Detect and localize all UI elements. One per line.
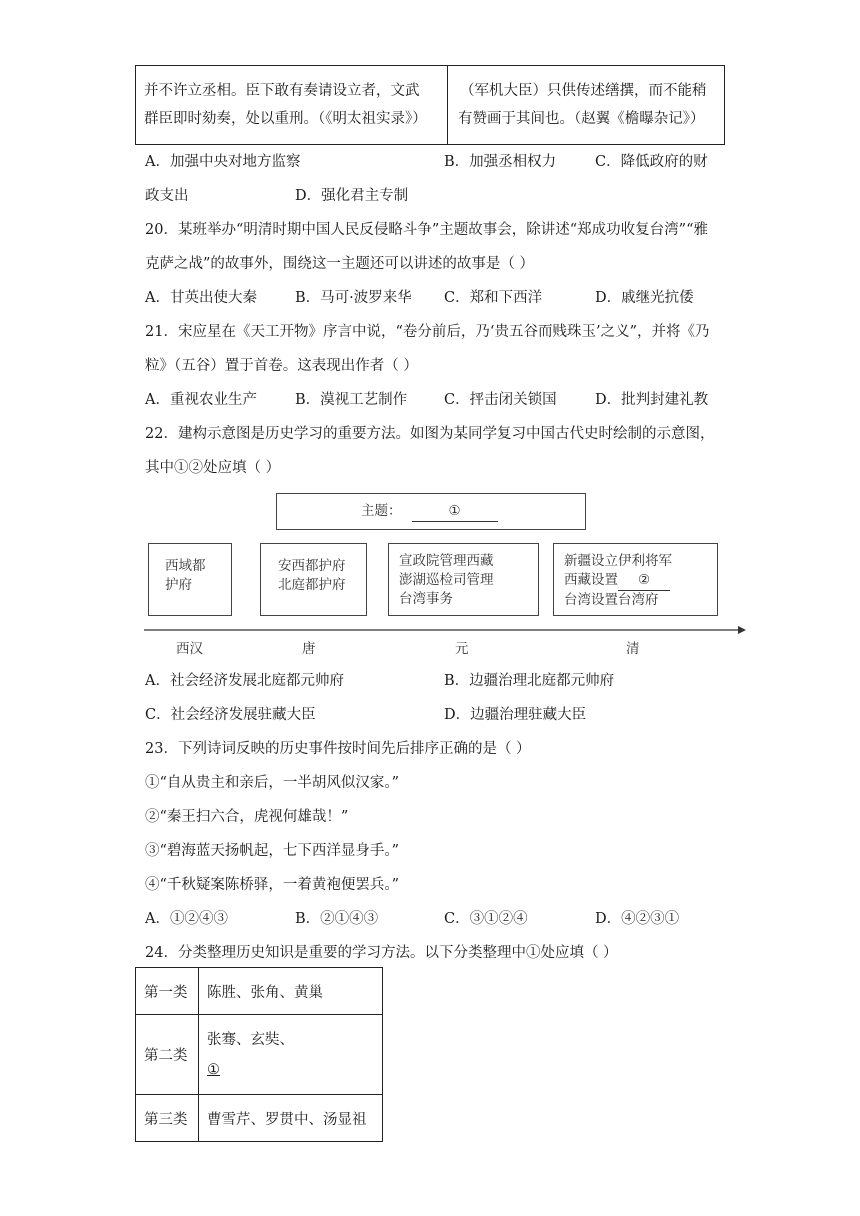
theme-blank: ① bbox=[412, 502, 498, 522]
box-text: 新疆设立伊利将军 bbox=[564, 553, 672, 569]
question-20-stem: 克萨之战”的故事外，围绕这一主题还可以讲述的故事是（ ） bbox=[145, 256, 535, 272]
box-text: 台湾事务 bbox=[399, 591, 453, 607]
table-row bbox=[136, 1015, 383, 1095]
era-label-yuan: 元 bbox=[455, 641, 469, 657]
box-text: 西藏设置 bbox=[564, 572, 618, 588]
era-label-xihan: 西汉 bbox=[176, 641, 203, 657]
option-b: B．边疆治理北庭都元帅府 bbox=[444, 673, 615, 689]
box-text: 安西都护府 bbox=[278, 558, 346, 574]
option-c-continued: 政支出 bbox=[145, 188, 189, 204]
row-label: 第三类 bbox=[136, 1095, 199, 1142]
timeline-box-yuan bbox=[388, 543, 539, 616]
quote-right bbox=[458, 77, 707, 133]
row-value bbox=[199, 1015, 383, 1095]
row-label: 第二类 bbox=[136, 1015, 199, 1095]
era-label-qing: 清 bbox=[626, 641, 640, 657]
option-a: A．甘英出使大秦 bbox=[145, 290, 257, 306]
box-text: 西域都 bbox=[165, 558, 206, 574]
poem-line: ①“自从贵主和亲后，一半胡风似汉家。” bbox=[145, 775, 400, 791]
timeline-box-xihan bbox=[148, 543, 232, 616]
option-d: D．边疆治理驻藏大臣 bbox=[444, 707, 587, 723]
option-c: C．郑和下西洋 bbox=[444, 290, 543, 306]
option-b: B．漠视工艺制作 bbox=[295, 392, 408, 408]
option-a: A．①②④③ bbox=[145, 911, 228, 927]
era-label-tang: 唐 bbox=[302, 641, 316, 657]
option-c: C．抨击闭关锁国 bbox=[444, 392, 557, 408]
row-value-text: 张骞、玄奘、 bbox=[207, 1031, 294, 1048]
quote-table bbox=[135, 65, 725, 145]
timeline-arrow bbox=[140, 623, 750, 637]
option-c: C．降低政府的财 bbox=[595, 154, 708, 170]
option-c: C．③①②④ bbox=[444, 911, 528, 927]
theme-label: 主题： bbox=[361, 503, 402, 519]
quote-right-line: 有赞画于其间也。（赵翼《檐曝杂记》） bbox=[458, 111, 705, 127]
blank-1: ① bbox=[207, 1061, 220, 1078]
quote-right-line: （军机大臣）只供传述缮撰，而不能稍 bbox=[460, 83, 707, 99]
option-b: B．加强丞相权力 bbox=[444, 154, 557, 170]
option-a: A．加强中央对地方监察 bbox=[145, 154, 301, 170]
question-23-stem: 23．下列诗词反映的历史事件按时间先后排序正确的是（ ） bbox=[145, 741, 531, 757]
table-row bbox=[136, 1095, 383, 1142]
row-value: 陈胜、张角、黄巢 bbox=[199, 968, 383, 1015]
question-22-stem: 其中①②处应填（ ） bbox=[145, 460, 281, 476]
option-d: D．强化君主专制 bbox=[295, 188, 409, 204]
option-a: A．重视农业生产 bbox=[145, 392, 257, 408]
poem-line: ③“碧海蓝天扬帆起，七下西洋显身手。” bbox=[145, 843, 400, 859]
quote-left-line: 群臣即时劾奏，处以重刑。（《明太祖实录》） bbox=[144, 111, 427, 127]
option-d: D．④②③① bbox=[595, 911, 680, 927]
question-21-stem: 粒》（五谷）置于首卷。这表现出作者（ ） bbox=[145, 358, 418, 374]
question-20-stem: 20．某班举办“明清时期中国人民反侵略斗争”主题故事会，除讲述“郑成功收复台湾”“雅 bbox=[145, 222, 709, 238]
box-text: 台湾设置台湾府 bbox=[564, 592, 659, 608]
question-21-stem: 21．宋应星在《天工开物》序言中说，“卷分前后，乃‘贵五谷而贱珠玉’之义”，并将《乃 bbox=[145, 324, 710, 340]
table-divider bbox=[447, 66, 448, 144]
question-24-stem: 24．分类整理历史知识是重要的学习方法。以下分类整理中①处应填（ ） bbox=[145, 945, 618, 961]
row-label: 第一类 bbox=[136, 968, 199, 1015]
theme-box bbox=[276, 493, 586, 530]
timeline-box-tang bbox=[260, 543, 367, 616]
poem-line: ④“千秋疑案陈桥驿，一着黄袍便罢兵。” bbox=[145, 877, 400, 893]
option-c: C．社会经济发展驻藏大臣 bbox=[145, 707, 316, 723]
poem-line: ②“秦王扫六合，虎视何雄哉！” bbox=[145, 809, 349, 825]
quote-left bbox=[144, 77, 427, 133]
box-text: 宣政院管理西藏 bbox=[399, 553, 494, 569]
row-value: 曹雪芹、罗贯中、汤显祖 bbox=[199, 1095, 383, 1142]
table-row bbox=[136, 968, 383, 1015]
question-22-stem: 22．建构示意图是历史学习的重要方法。如图为某同学复习中国古代史时绘制的示意图， bbox=[145, 426, 715, 442]
option-d: D．批判封建礼教 bbox=[595, 392, 709, 408]
option-b: B．马可·波罗来华 bbox=[295, 290, 412, 306]
timeline-box-qing bbox=[553, 543, 718, 616]
box-text: 澎湖巡检司管理 bbox=[399, 572, 494, 588]
option-a: A．社会经济发展北庭都元帅府 bbox=[145, 673, 344, 689]
blank-2: ② bbox=[618, 571, 670, 591]
box-text: 护府 bbox=[165, 577, 192, 593]
classification-table bbox=[135, 967, 383, 1142]
option-d: D．戚继光抗倭 bbox=[595, 290, 694, 306]
option-b: B．②①④③ bbox=[295, 911, 379, 927]
box-text: 北庭都护府 bbox=[278, 577, 346, 593]
quote-left-line: 并不许立丞相。臣下敢有奏请设立者，文武 bbox=[144, 83, 420, 99]
